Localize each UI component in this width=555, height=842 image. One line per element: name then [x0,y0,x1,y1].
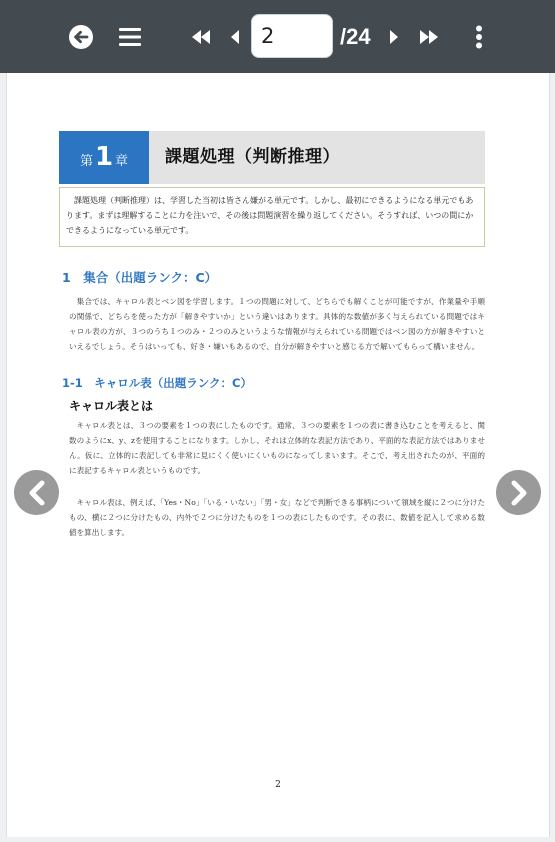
more-vertical-icon [475,25,483,49]
topic-paragraph: キャロル表とは、３つの要素を１つの表にしたものです。通常、３つの要素を１つの表に書き込むことを考えると、関数のようにx、y、zを使用することになります。しかし、それは立体的な表記方法であり、平面的な表記方法ではありません。仮に、立体的に表記しても非常に見にくく使いにくいものになってしまいます。そこで、考え出されたのが、平面的に表記するキャロル表というものです。 [69,421,485,475]
chapter-intro: 課題処理（判断推理）は、学習した当初は皆さん嫌がる単元です。しかし、最初にできるようになる単元でもあります。まずは理解することに力を注いで、その後は問題演習を繰り返してください。そうすれば、いつの間にかできるようになっている単元です。 [59,187,485,247]
chapter-title: 課題処理（判断推理） [165,147,340,167]
page-number-input[interactable] [251,14,333,58]
page-total-label: /24 [340,24,371,49]
chapter-title-bar [149,131,485,184]
first-page-button[interactable] [190,0,212,73]
chevron-left-icon [26,480,48,506]
more-options-button[interactable] [472,0,486,73]
previous-page-side-button[interactable] [14,470,59,515]
prev-page-button[interactable] [228,0,242,73]
chapter-suffix: 章 [115,154,129,169]
first-page-icon [191,29,211,45]
chapter-number-box [59,131,149,184]
back-arrow-icon [68,24,94,50]
menu-button[interactable] [117,0,143,73]
next-page-icon [389,29,399,45]
pdf-toolbar [0,0,555,73]
chapter-number: 1 [94,142,114,172]
page-footer-number: 2 [275,780,281,790]
document-page [6,73,550,837]
next-page-button[interactable] [387,0,401,73]
back-button[interactable] [67,0,95,73]
prev-page-icon [230,29,240,45]
last-page-icon [419,29,439,45]
last-page-button[interactable] [418,0,440,73]
chapter-prefix: 第 [79,154,93,169]
section-paragraph: 集合では、キャロル表とベン図を学習します。１つの問題に対して、どちらでも解くことが可能ですが、作業量や手順の関係で、どちらを使った方が「解きやすいか」という違いはあります。具体的な数値が多く与えられている問題ではキャロル表の方が、３つのうち１つのみ・２つのみというような情報が与えられている問題ではベン図の方が解きやすいといえるでしょう。そうはいっても、好き・嫌いもあるので、自分が解きやすいと感じる方で解いてもらって構いません。 [69,297,485,351]
topic-heading: キャロル表とは [69,399,154,413]
subsection-heading: 1-1 キャロル表（出題ランク：C） [62,376,252,390]
chevron-right-icon [508,480,530,506]
section-heading: 1 集合（出題ランク：C） [62,270,218,285]
menu-icon [119,27,141,47]
topic-paragraph: キャロル表は、例えば、「Yes・No」「いる・いない」「男・女」などで判断できる事柄について領域を縦に２つに分けたもの、横に２つに分けたもの、内外で２つに分けたものを１つの表にしたものです。その表に、数値を記入して求める数値を算出します。 [69,498,485,537]
next-page-side-button[interactable] [496,470,541,515]
